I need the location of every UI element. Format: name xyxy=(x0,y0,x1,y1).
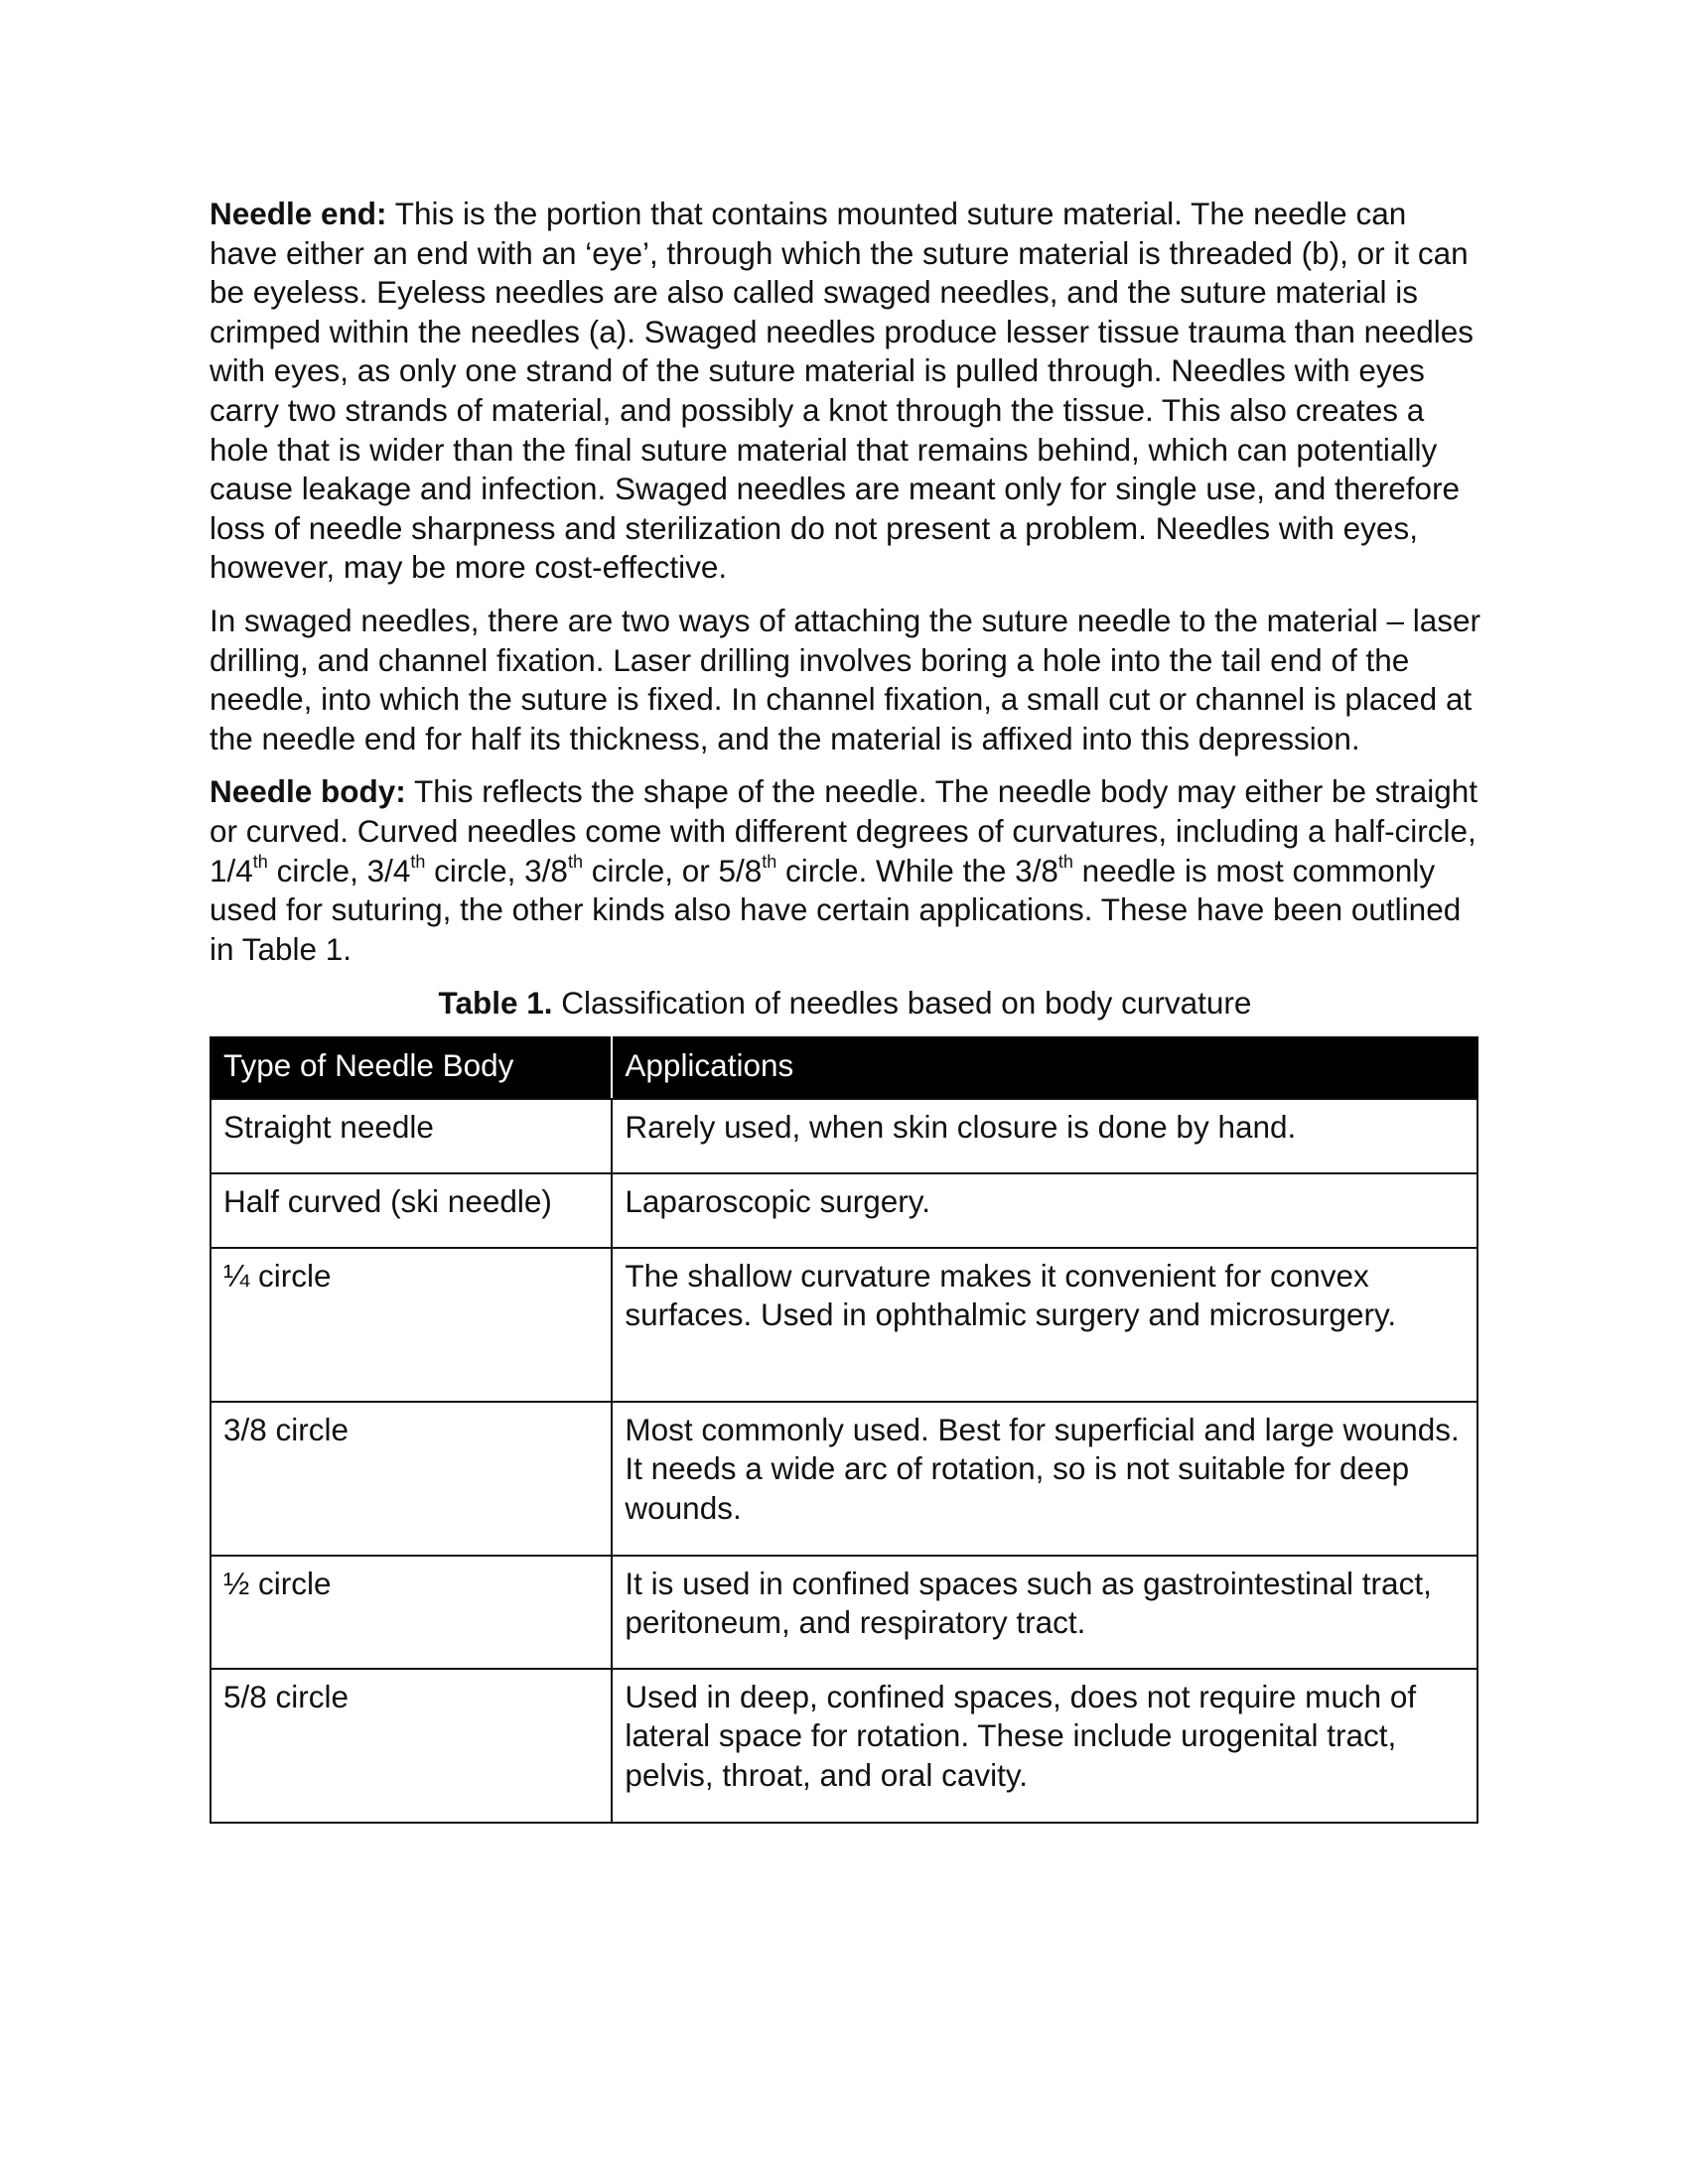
superscript: th xyxy=(410,852,426,872)
text-needle-body-4: circle, or 5/8 xyxy=(582,852,763,888)
needle-type-cell: ¼ circle xyxy=(211,1248,612,1402)
text-needle-body-3: circle, 3/8 xyxy=(425,852,568,888)
application-cell: It is used in confined spaces such as gastrointestinal tract, peritoneum, and respiratory tract. xyxy=(612,1556,1477,1669)
table-row xyxy=(211,1669,1477,1823)
table-caption-text: Classification of needles based on body curvature xyxy=(552,985,1252,1022)
table-row xyxy=(211,1556,1477,1669)
needle-type-cell: Half curved (ski needle) xyxy=(211,1173,612,1248)
application-cell: Most commonly used. Best for superficial and large wounds. It needs a wide arc of rotation, so is not suitable for deep wounds. xyxy=(612,1402,1477,1556)
paragraph-needle-body xyxy=(210,772,1480,969)
application-cell: The shallow curvature makes it convenient for convex surfaces. Used in ophthalmic surgery and microsurgery. xyxy=(612,1248,1477,1402)
needle-type-cell: 3/8 circle xyxy=(211,1402,612,1556)
table-row xyxy=(211,1173,1477,1248)
text-needle-body-5: circle. While the 3/8 xyxy=(776,852,1058,888)
needle-type-cell: ½ circle xyxy=(211,1556,612,1669)
superscript: th xyxy=(252,852,268,872)
application-cell: Rarely used, when skin closure is done by hand. xyxy=(612,1099,1477,1173)
heading-needle-end: Needle end: xyxy=(210,196,387,231)
table-caption-label: Table 1. xyxy=(438,985,553,1022)
application-cell: Used in deep, confined spaces, does not require much of lateral space for rotation. These include urogenital tract, pelvis, throat, and oral cavity. xyxy=(612,1669,1477,1823)
document-page xyxy=(210,195,1480,1824)
table-header-row xyxy=(211,1037,1477,1099)
superscript: th xyxy=(762,852,777,872)
needle-classification-table xyxy=(210,1036,1478,1824)
text-needle-body-6: needle is most commonly used for suturing, the other kinds also have certain applications. These have been outlined in Table 1. xyxy=(210,852,1462,967)
heading-needle-body: Needle body: xyxy=(210,773,406,810)
text-needle-body-1: This reflects the shape of the needle. The needle body may either be straight or curved. Curved needles come with different degrees of curvatures, including a half-circle, 1/4 xyxy=(210,773,1478,888)
text-needle-body-2: circle, 3/4 xyxy=(267,852,411,888)
needle-type-cell: 5/8 circle xyxy=(211,1669,612,1823)
header-type-of-needle-body: Type of Needle Body xyxy=(211,1037,612,1099)
table-row xyxy=(211,1248,1477,1402)
superscript: th xyxy=(567,852,583,872)
header-applications: Applications xyxy=(612,1037,1477,1099)
table-row xyxy=(211,1402,1477,1556)
paragraph-swaged-needles xyxy=(210,602,1480,758)
table-caption xyxy=(210,983,1480,1023)
needle-type-cell: Straight needle xyxy=(211,1099,612,1173)
paragraph-needle-end xyxy=(210,195,1480,588)
superscript: th xyxy=(1057,852,1073,872)
table-row xyxy=(211,1099,1477,1173)
application-cell: Laparoscopic surgery. xyxy=(612,1173,1477,1248)
text-swaged-needles: In swaged needles, there are two ways of attaching the suture needle to the material – laser drilling, and channel fixation. Laser drilling involves boring a hole into the tail end of the needle, into which the suture is fixed. In channel fixation, a small cut or channel is placed at the needle end for half its thickness, and the material is affixed into this depression. xyxy=(210,602,1481,756)
text-needle-end: This is the portion that contains mounted suture material. The needle can have either an end with an ‘eye’, through which the suture material is threaded (b), or it can be eyeless. Eyeless needles are also called swaged needles, and the suture material is crimped within the needles (a). Swaged needles produce lesser tissue trauma than needles with eyes, as only one strand of the suture material is pulled through. Needles with eyes carry two strands of material, and possibly a knot through the tissue. This also creates a hole that is wider than the final suture material that remains behind, which can potentially cause leakage and infection. Swaged needles are meant only for single use, and therefore loss of needle sharpness and sterilization do not present a problem. Needles with eyes, however, may be more cost-effective. xyxy=(210,196,1474,586)
